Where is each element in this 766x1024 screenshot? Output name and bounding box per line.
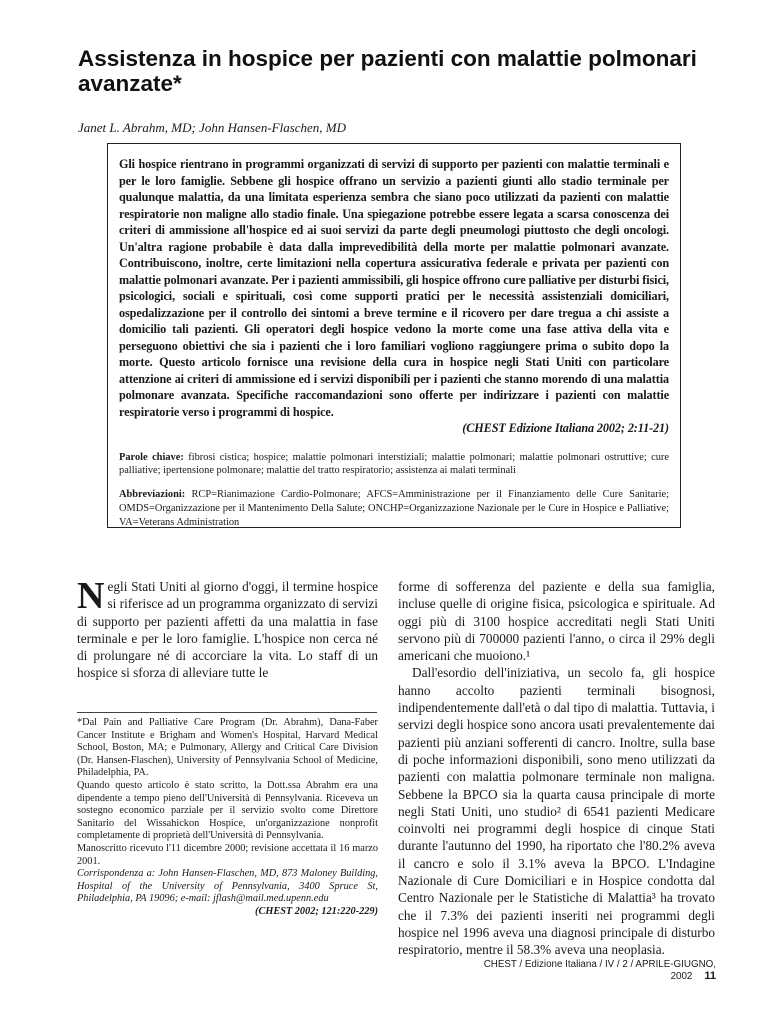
abstract-text: Gli hospice rientrano in programmi organizzati di servizi di supporto per pazienti con malattie terminali e per le loro famiglie. Sebbene gli hospice offrano un servizio a pazienti giunti allo stadio terminale per qualunque malattia, da una limitata esperienza sembra che siano poco utilizzati da pazienti con malattie respiratorie non maligne allo stadio finale. Una spiegazione potrebbe essere legata a scarsa conoscenza dei criteri di ammissione all'hospice ed ai suoi servizi da parte degli pneumologi piuttosto che degli oncologi. Un'altra ragione probabile è data dalla imprevedibilità della morte per malattie polmonari avanzate. Contribuiscono, inoltre, certe limitazioni nella copertura assicurativa federale e privata per pazienti con malattie polmonari avanzate. Per i pazienti ammissibili, gli hospice offrono cure palliative per disturbi fisici, psicologici, sociali e spirituali, così come supporti pratici per le necessità assistenziali domiciliari, ospedalizzazione per il controllo dei sintomi a breve termine e il ricovero per dare tregua a chi assiste a domicilio tali pazienti. Gli operatori degli hospice vedono la morte come una fase attiva della vita e perseguono obiettivi che sia i pazienti che i loro familiari vogliono raggiungere prima o subito dopo la morte. Questo articolo fornisce una revisione della cura in hospice negli Stati Uniti con particolare attenzione ai criteri di ammissione ed i servizi disponibili per i pazienti che stanno morendo di una malattia polmonare avanzata. Specifiche raccomandazioni sono offerte per indirizzare i pazienti con malattie respiratorie verso i programmi di hospice.	[119, 157, 669, 419]
article-title: Assistenza in hospice per pazienti con malattie polmonari avanzate*	[78, 46, 697, 96]
footnotes	[77, 717, 378, 919]
footnote-citation: (CHEST 2002; 121:220-229)	[255, 905, 378, 917]
footer-journal: CHEST / Edizione Italiana / IV / 2 / APRILE-GIUGNO, 2002	[483, 959, 716, 982]
abstract	[119, 156, 669, 437]
right-column	[398, 578, 715, 959]
footnote-disclosure: Quando questo articolo è stato scritto, la Dott.ssa Abrahm era una dipendente a tempo pieno dell'Università di Pennsylvania. Riceveva un sostegno economico parziale per il servizio svolto come Direttore Sanitario del Wissahickon Hospice, un'organizzazione nonprofit completamente di proprietà dell'Università di Pennsylvania.	[77, 779, 378, 842]
footnote-divider	[77, 712, 377, 713]
body-paragraph-1: forme di sofferenza del paziente e della sua famiglia, incluse quelle di origine fisica, psicologica e spirituale. Ad oggi più di 3100 hospice accreditati negli Stati Uniti servono più di 700000 pazienti l'anno, o circa il 29% degli americani che muoiono.¹	[398, 579, 715, 664]
abbreviations-text: RCP=Rianimazione Cardio-Polmonare; AFCS=Amministrazione per il Finanziamento delle Cure Sanitarie; OMDS=Organizzazione per il Mantenimento Della Salute; ONCHP=Organizzazione Nazionale per le Cure in Hospice e Palliative; VA=Veterans Administration	[119, 489, 669, 528]
intro-paragraph	[77, 575, 378, 682]
keywords	[119, 451, 669, 479]
page-number: 11	[704, 970, 716, 982]
keywords-label: Parole chiave:	[119, 451, 184, 463]
drop-cap: N	[77, 575, 105, 617]
abbreviations	[119, 488, 669, 529]
page-footer	[440, 959, 716, 982]
keywords-text: fibrosi cistica; hospice; malattie polmonari interstiziali; malattie polmonari; malattie polmonari ostruttive; cure palliative; ipertensione polmonare; malattie del tratto respiratorio; assistenza ai malati terminali	[119, 451, 669, 477]
abstract-citation: (CHEST Edizione Italiana 2002; 2:11-21)	[462, 421, 669, 435]
abstract-box	[107, 143, 681, 528]
article-authors: Janet L. Abrahm, MD; John Hansen-Flaschen, MD	[78, 120, 347, 135]
footnote-affiliation: *Dal Pain and Palliative Care Program (Dr. Abrahm), Dana-Faber Cancer Institute e Brigham and Women's Hospital, Harvard Medical School, Boston, MA; e Pulmonary, Allergy and Critical Care Division (Dr. Hansen-Flaschen), University of Pennsylvania School of Medicine, Philadelphia, PA.	[77, 717, 378, 779]
footnote-correspondence: Corrispondenza a: John Hansen-Flaschen, MD, 873 Maloney Building, Hospital of the University of Pennsylvania, 3400 Spruce St, Philadelphia, PA 19096; e-mail: jflash@mail.med.upenn.edu	[77, 868, 378, 905]
footnote-received: Manoscritto ricevuto l'11 dicembre 2000; revisione accettata il 16 marzo 2001.	[77, 842, 378, 867]
intro-text: egli Stati Uniti al giorno d'oggi, il termine hospice si riferisce ad un programma organizzato di servizi di supporto per pazienti affetti da una malattia in fase terminale e per le loro famiglie. L'hospice non cerca né di prolungare né di accorciare la vita. Lo staff di un hospice si sforza di alleviare tutte le	[77, 579, 378, 681]
abbreviations-label: Abbreviazioni:	[119, 489, 186, 501]
body-paragraph-2: Dall'esordio dell'iniziativa, un secolo fa, gli hospice hanno accolto pazienti terminali bisognosi, indipendentemente dall'età o dal tipo di malattia. Tuttavia, i servizi degli hospice sono ancora usati prevalentemente dai pazienti più anziani sofferenti di cancro. Inoltre, sulla base di poche informazioni disponibili, sono meno utilizzati da pazienti con malattia polmonare terminale non maligna. Sebbene la BPCO sia la quarta causa principale di morte negli Stati Uniti, uno studio² di 6541 pazienti Medicare coinvolti nei programmi degli hospice di cinque Stati durante l'autunno del 1990, ha riportato che l'80.2% aveva il cancro e solo il 3.1% aveva la BPCO. L'Indagine Nazionale di Cure Domiciliari e in Hospice condotta dal Centro Nazionale per le Statistiche di Malattia³ ha trovato che il 7.3% dei pazienti inseriti nei programmi degli hospice nel 1996 aveva una diagnosi principale di disturbo respiratorio, mentre il 58.3% aveva una neoplasia.	[398, 665, 715, 958]
